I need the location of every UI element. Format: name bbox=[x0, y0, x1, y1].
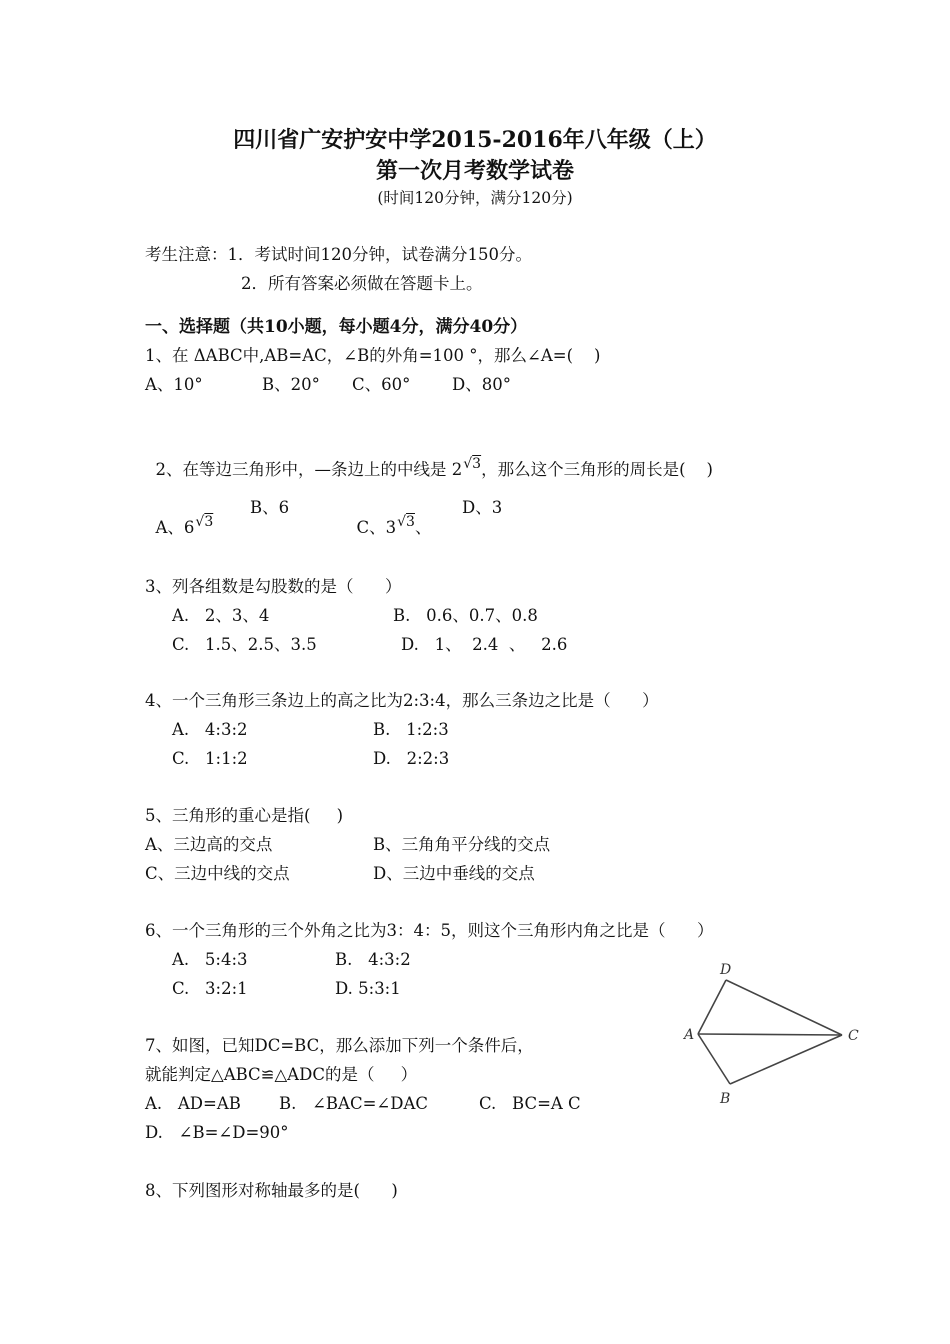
question-4-option-c: C. 1:1:2 bbox=[172, 749, 248, 768]
question-2-option-a bbox=[145, 498, 213, 539]
label-a: A bbox=[684, 1027, 695, 1043]
triangle-figure bbox=[682, 958, 872, 1108]
question-2-option-c-radicand: 3 bbox=[406, 514, 415, 530]
segment-ab bbox=[698, 1034, 730, 1084]
question-7-option-a: A. AD=AB bbox=[145, 1094, 241, 1113]
label-d: D bbox=[720, 962, 732, 978]
exam-title-line1: 四川省广安护安中学2015-2016年八年级（上） bbox=[233, 127, 717, 153]
segment-ac bbox=[698, 1034, 842, 1035]
sqrt-symbol: √3 bbox=[397, 514, 415, 530]
question-2-option-d: D、3 bbox=[462, 498, 503, 517]
question-1-option-d: D、80° bbox=[452, 375, 511, 394]
question-6-option-a: A. 5:4:3 bbox=[172, 950, 248, 969]
question-2-stem-radicand: 3 bbox=[472, 456, 482, 472]
exam-title-line2: 第一次月考数学试卷 bbox=[375, 158, 574, 184]
question-2-stem-after: ，那么这个三角形的周长是( ) bbox=[481, 460, 713, 479]
question-6-option-d: D. 5:3:1 bbox=[335, 979, 401, 998]
question-2-option-b: B、6 bbox=[250, 498, 290, 517]
question-7-stem-line-1: 7、如图，已知DC=BC，那么添加下列一个条件后， bbox=[145, 1036, 534, 1055]
question-5-option-d: D、三边中垂线的交点 bbox=[373, 864, 535, 883]
question-2-stem-before: 2、在等边三角形中，—条边上的中线是 2 bbox=[155, 460, 463, 479]
question-5-option-a: A、三边高的交点 bbox=[145, 835, 273, 854]
question-1-option-c: C、60° bbox=[352, 375, 411, 394]
question-7-option-b: B. ∠BAC=∠DAC bbox=[279, 1094, 429, 1113]
question-4-stem: 4、一个三角形三条边上的高之比为2:3:4，那么三条边之比是（ ） bbox=[145, 691, 659, 710]
notice-line-1: 考生注意：1．考试时间120分钟，试卷满分150分。 bbox=[145, 245, 532, 264]
question-3-option-c: C. 1.5、2.5、3.5 bbox=[172, 635, 317, 654]
question-4-option-b: B. 1:2:3 bbox=[373, 720, 449, 739]
question-3-option-a: A. 2、3、4 bbox=[172, 606, 270, 625]
question-5-option-c: C、三边中线的交点 bbox=[145, 864, 290, 883]
question-8-stem: 8、下列图形对称轴最多的是( ) bbox=[145, 1181, 398, 1200]
label-c: C bbox=[848, 1028, 859, 1044]
question-6-stem: 6、一个三角形的三个外角之比为3：4：5，则这个三角形内角之比是（ ） bbox=[145, 921, 714, 940]
question-7-option-c: C. BC=A C bbox=[479, 1094, 581, 1113]
question-6-option-c: C. 3:2:1 bbox=[172, 979, 248, 998]
notice-line-2: 2．所有答案必须做在答题卡上。 bbox=[241, 274, 483, 293]
question-7-stem-line-2: 就能判定△ABC≌△ADC的是（ ） bbox=[145, 1065, 418, 1084]
segment-dc bbox=[726, 980, 842, 1035]
question-2-option-c-prefix: C、3 bbox=[356, 518, 397, 537]
exam-time-note: (时间120分钟，满分120分) bbox=[377, 189, 573, 207]
question-1-option-a: A、10° bbox=[145, 375, 203, 394]
question-7-option-d: D. ∠B=∠D=90° bbox=[145, 1123, 289, 1142]
segment-da bbox=[698, 980, 726, 1034]
question-2-option-c-suffix: 、 bbox=[414, 518, 432, 537]
question-3-stem: 3、列各组数是勾股数的是（ ） bbox=[145, 577, 402, 596]
question-3-option-b: B. 0.6、0.7、0.8 bbox=[393, 606, 538, 625]
question-1-option-b: B、20° bbox=[262, 375, 320, 394]
question-4-option-d: D. 2:2:3 bbox=[373, 749, 450, 768]
sqrt-symbol: √3 bbox=[463, 456, 482, 472]
question-2-option-c bbox=[346, 498, 431, 539]
label-b: B bbox=[720, 1091, 731, 1107]
segment-bc bbox=[730, 1035, 842, 1084]
question-4-option-a: A. 4:3:2 bbox=[172, 720, 248, 739]
sqrt-symbol: √3 bbox=[195, 514, 214, 530]
question-5-option-b: B、三角角平分线的交点 bbox=[373, 835, 551, 854]
section-heading-multiple-choice: 一、选择题（共10小题，每小题4分，满分40分） bbox=[145, 317, 528, 337]
question-1-stem: 1、在 ΔABC中,AB=AC，∠B的外角=100 °，那么∠A=( ) bbox=[145, 346, 601, 365]
question-2-option-a-prefix: A、6 bbox=[155, 518, 195, 537]
question-6-option-b: B. 4:3:2 bbox=[335, 950, 411, 969]
question-2-stem bbox=[145, 440, 713, 481]
question-3-option-d: D. 1、 2.4 、 2.6 bbox=[401, 635, 568, 654]
question-5-stem: 5、三角形的重心是指( ) bbox=[145, 806, 344, 825]
question-2-option-a-radicand: 3 bbox=[204, 514, 214, 530]
